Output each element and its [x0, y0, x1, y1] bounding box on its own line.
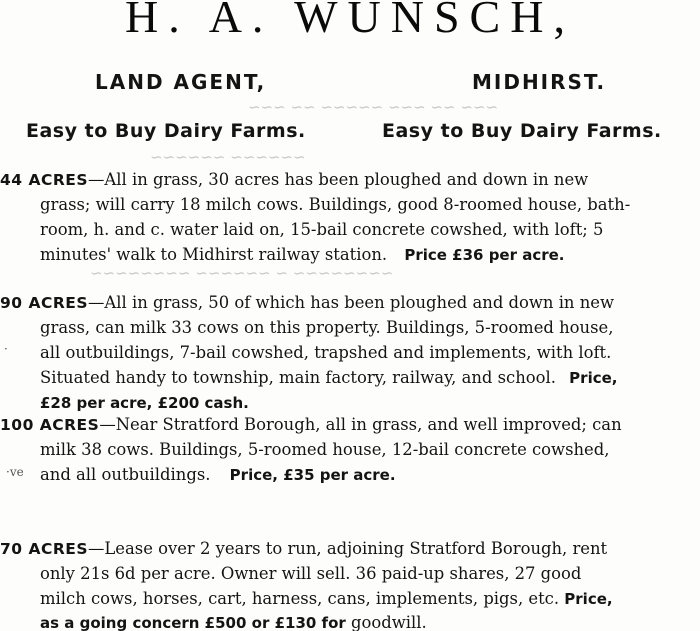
slogan-line — [0, 120, 700, 152]
listing-price: Price, £35 per acre. — [229, 466, 396, 484]
slogan-left: Easy to Buy Dairy Farms. — [26, 120, 306, 142]
agent-name-heading: H. A. WUNSCH, — [125, 0, 575, 42]
listing-line: only 21s 6d per acre. Owner will sell. 36 paid-up shares, 27 good — [40, 564, 582, 583]
listing-line: Situated handy to township, main factory, railway, and school. Price, — [40, 368, 618, 387]
listing-line — [40, 391, 700, 416]
listing-acres: 70 ACRES — [0, 540, 89, 558]
agent-role: LAND AGENT, — [95, 70, 267, 94]
listing-line: milk 38 cows. Buildings, 5-roomed house, 12-bail concrete cowshed, — [40, 440, 610, 459]
listing-line: all outbuildings, 7-bail cowshed, trapshed and implements, with loft. — [40, 343, 612, 362]
listing-acres: 44 ACRES — [0, 171, 89, 189]
margin-speck: · — [4, 342, 8, 356]
listing-price: Price £36 per acre. — [404, 246, 565, 264]
listing-price: as a going concern £500 or £130 for — [40, 614, 346, 631]
listing-price: £28 per acre, £200 cash. — [40, 394, 249, 412]
slogan-right: Easy to Buy Dairy Farms. — [382, 120, 662, 142]
listing-line: 100 ACRES—Near Stratford Borough, all in grass, and well improved; can — [0, 415, 622, 434]
bleed-through-mark: ~~~~~~~~ ~ ~~~~~~ ~~~~~~~~ — [90, 264, 394, 282]
listing-price: Price, — [569, 369, 618, 387]
agent-role-line — [0, 70, 700, 100]
listing-acres: 90 ACRES — [0, 294, 89, 312]
listing-line: and all outbuildings. Price, £35 per acre. — [40, 465, 396, 484]
listing-line: 44 ACRES—All in grass, 30 acres has been ploughed and down in new — [0, 170, 589, 189]
listing-price: Price, — [564, 590, 613, 608]
bleed-through-mark: ~~~ ~~ ~~~ ~~~~~ ~~ ~~~ — [248, 98, 499, 116]
listing-line: 70 ACRES—Lease over 2 years to run, adjoining Stratford Borough, rent — [0, 539, 608, 558]
listing-line: minutes' walk to Midhirst railway station. Price £36 per acre. — [40, 245, 565, 264]
listing-line: grass; will carry 18 milch cows. Buildings, good 8-roomed house, bath- — [40, 195, 631, 214]
bleed-through-mark: ~~~~~~ ~~~~~~ — [150, 148, 306, 166]
listing-line: as a going concern £500 or £130 for goodwill. — [40, 613, 427, 631]
listing-line: grass, can milk 33 cows on this property. Buildings, 5-roomed house, — [40, 318, 614, 337]
listing-line: 90 ACRES—All in grass, 50 of which has been ploughed and down in new — [0, 293, 614, 312]
listing-line: milch cows, horses, cart, harness, cans, implements, pigs, etc. Price, — [40, 589, 613, 608]
agent-town: MIDHIRST. — [472, 70, 607, 94]
margin-speck: ·ve — [6, 465, 24, 479]
listing-line: room, h. and c. water laid on, 15-bail concrete cowshed, with loft; 5 — [40, 220, 604, 239]
listing-acres: 100 ACRES — [0, 416, 100, 434]
